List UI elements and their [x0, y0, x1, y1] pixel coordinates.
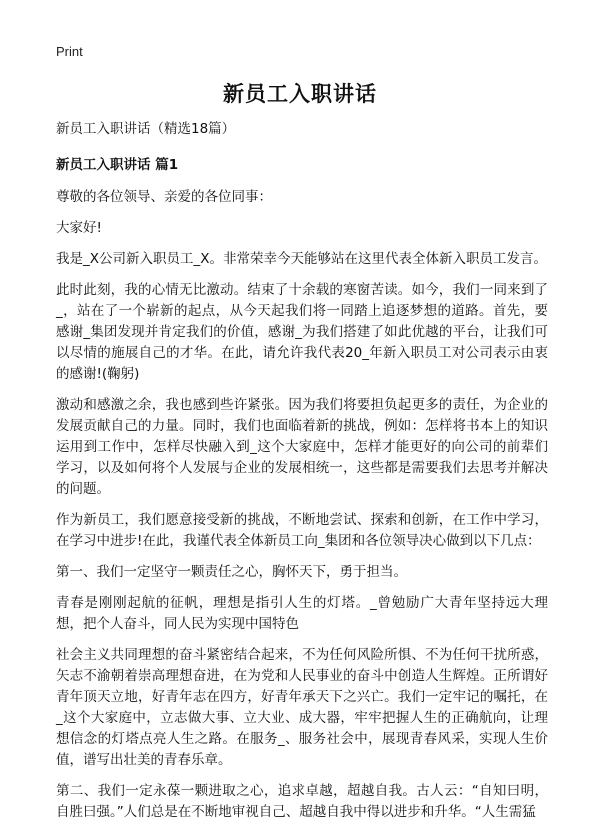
paragraph-intro: 我是_X公司新入职员工_X。非常荣幸今天能够站在这里代表全体新入职员工发言。	[56, 251, 547, 267]
paragraph-gratitude: 此时此刻，我的心情无比激动。结束了十余载的寒窗苦读。如今，我们一同来到了_，站在了一个崭新的起点，从今天起我们将一同踏上追逐梦想的道路。首先，要感谢_集团发现并肯定我们的价值，感谢_为我们搭建了如此优越的平台，让我们可以尽情的施展自己的才华。在此，请允许我代表20_年新入职员工对公司表示由衷的感谢!(鞠躬)	[56, 282, 548, 382]
paragraph-hello: 大家好!	[56, 220, 102, 236]
paragraph-point-one: 第一、我们一定坚守一颗责任之心，胸怀天下，勇于担当。	[56, 564, 407, 580]
document-title: 新员工入职讲话	[223, 82, 377, 106]
section-title: 新员工入职讲话 篇1	[56, 157, 179, 173]
paragraph-ideals: 社会主义共同理想的奋斗紧密结合起来，不为任何风险所惧、不为任何干扰所惑，矢志不渝朝着崇高理想奋进，在为党和人民事业的奋斗中创造人生辉煌。正所谓好青年顶天立地，好青年志在四方，好青年承天下之兴亡。我们一定牢记的嘱托，在_这个大家庭中，立志做大事、立大业、成大器，牢牢把握人生的正确航向，让理想信念的灯塔点亮人生之路。在服务_、服务社会中，展现青春风采，实现人生价值，谱写出壮美的青春乐章。	[56, 647, 548, 768]
paragraph-greeting: 尊敬的各位领导、亲爱的各位同事：	[56, 189, 272, 205]
paragraph-challenges: 激动和感激之余，我也感到些许紧张。因为我们将要担负起更多的责任，为企业的发展贡献自己的力量。同时，我们也面临着新的挑战，例如：怎样将书本上的知识运用到工作中，怎样尽快融入到_这个大家庭中，怎样才能更好的向公司的前辈们学习，以及如何将个人发展与企业的发展相统一，这些都是需要我们去思考并解决的问题。	[56, 397, 548, 497]
document-subtitle: 新员工入职讲话（精选18篇）	[56, 121, 236, 137]
document-body	[56, 117, 548, 828]
paragraph-youth: 青春是刚刚起航的征帆，理想是指引人生的灯塔。_曾勉励广大青年坚持远大理想，把个人奋斗，同人民为实现中国特色	[56, 595, 548, 632]
paragraph-point-two: 第二、我们一定永葆一颗进取之心，追求卓越，超越自我。古人云：“自知曰明，自胜曰强。”人们总是在不断地审视自己、超越自我中得以进步和升华。“人生需猛	[56, 783, 548, 820]
print-link[interactable]: Print	[56, 44, 83, 59]
paragraph-resolve: 作为新员工，我们愿意接受新的挑战，不断地尝试、探索和创新，在工作中学习，在学习中进步!在此，我谨代表全体新员工向_集团和各位领导决心做到以下几点：	[56, 512, 548, 549]
